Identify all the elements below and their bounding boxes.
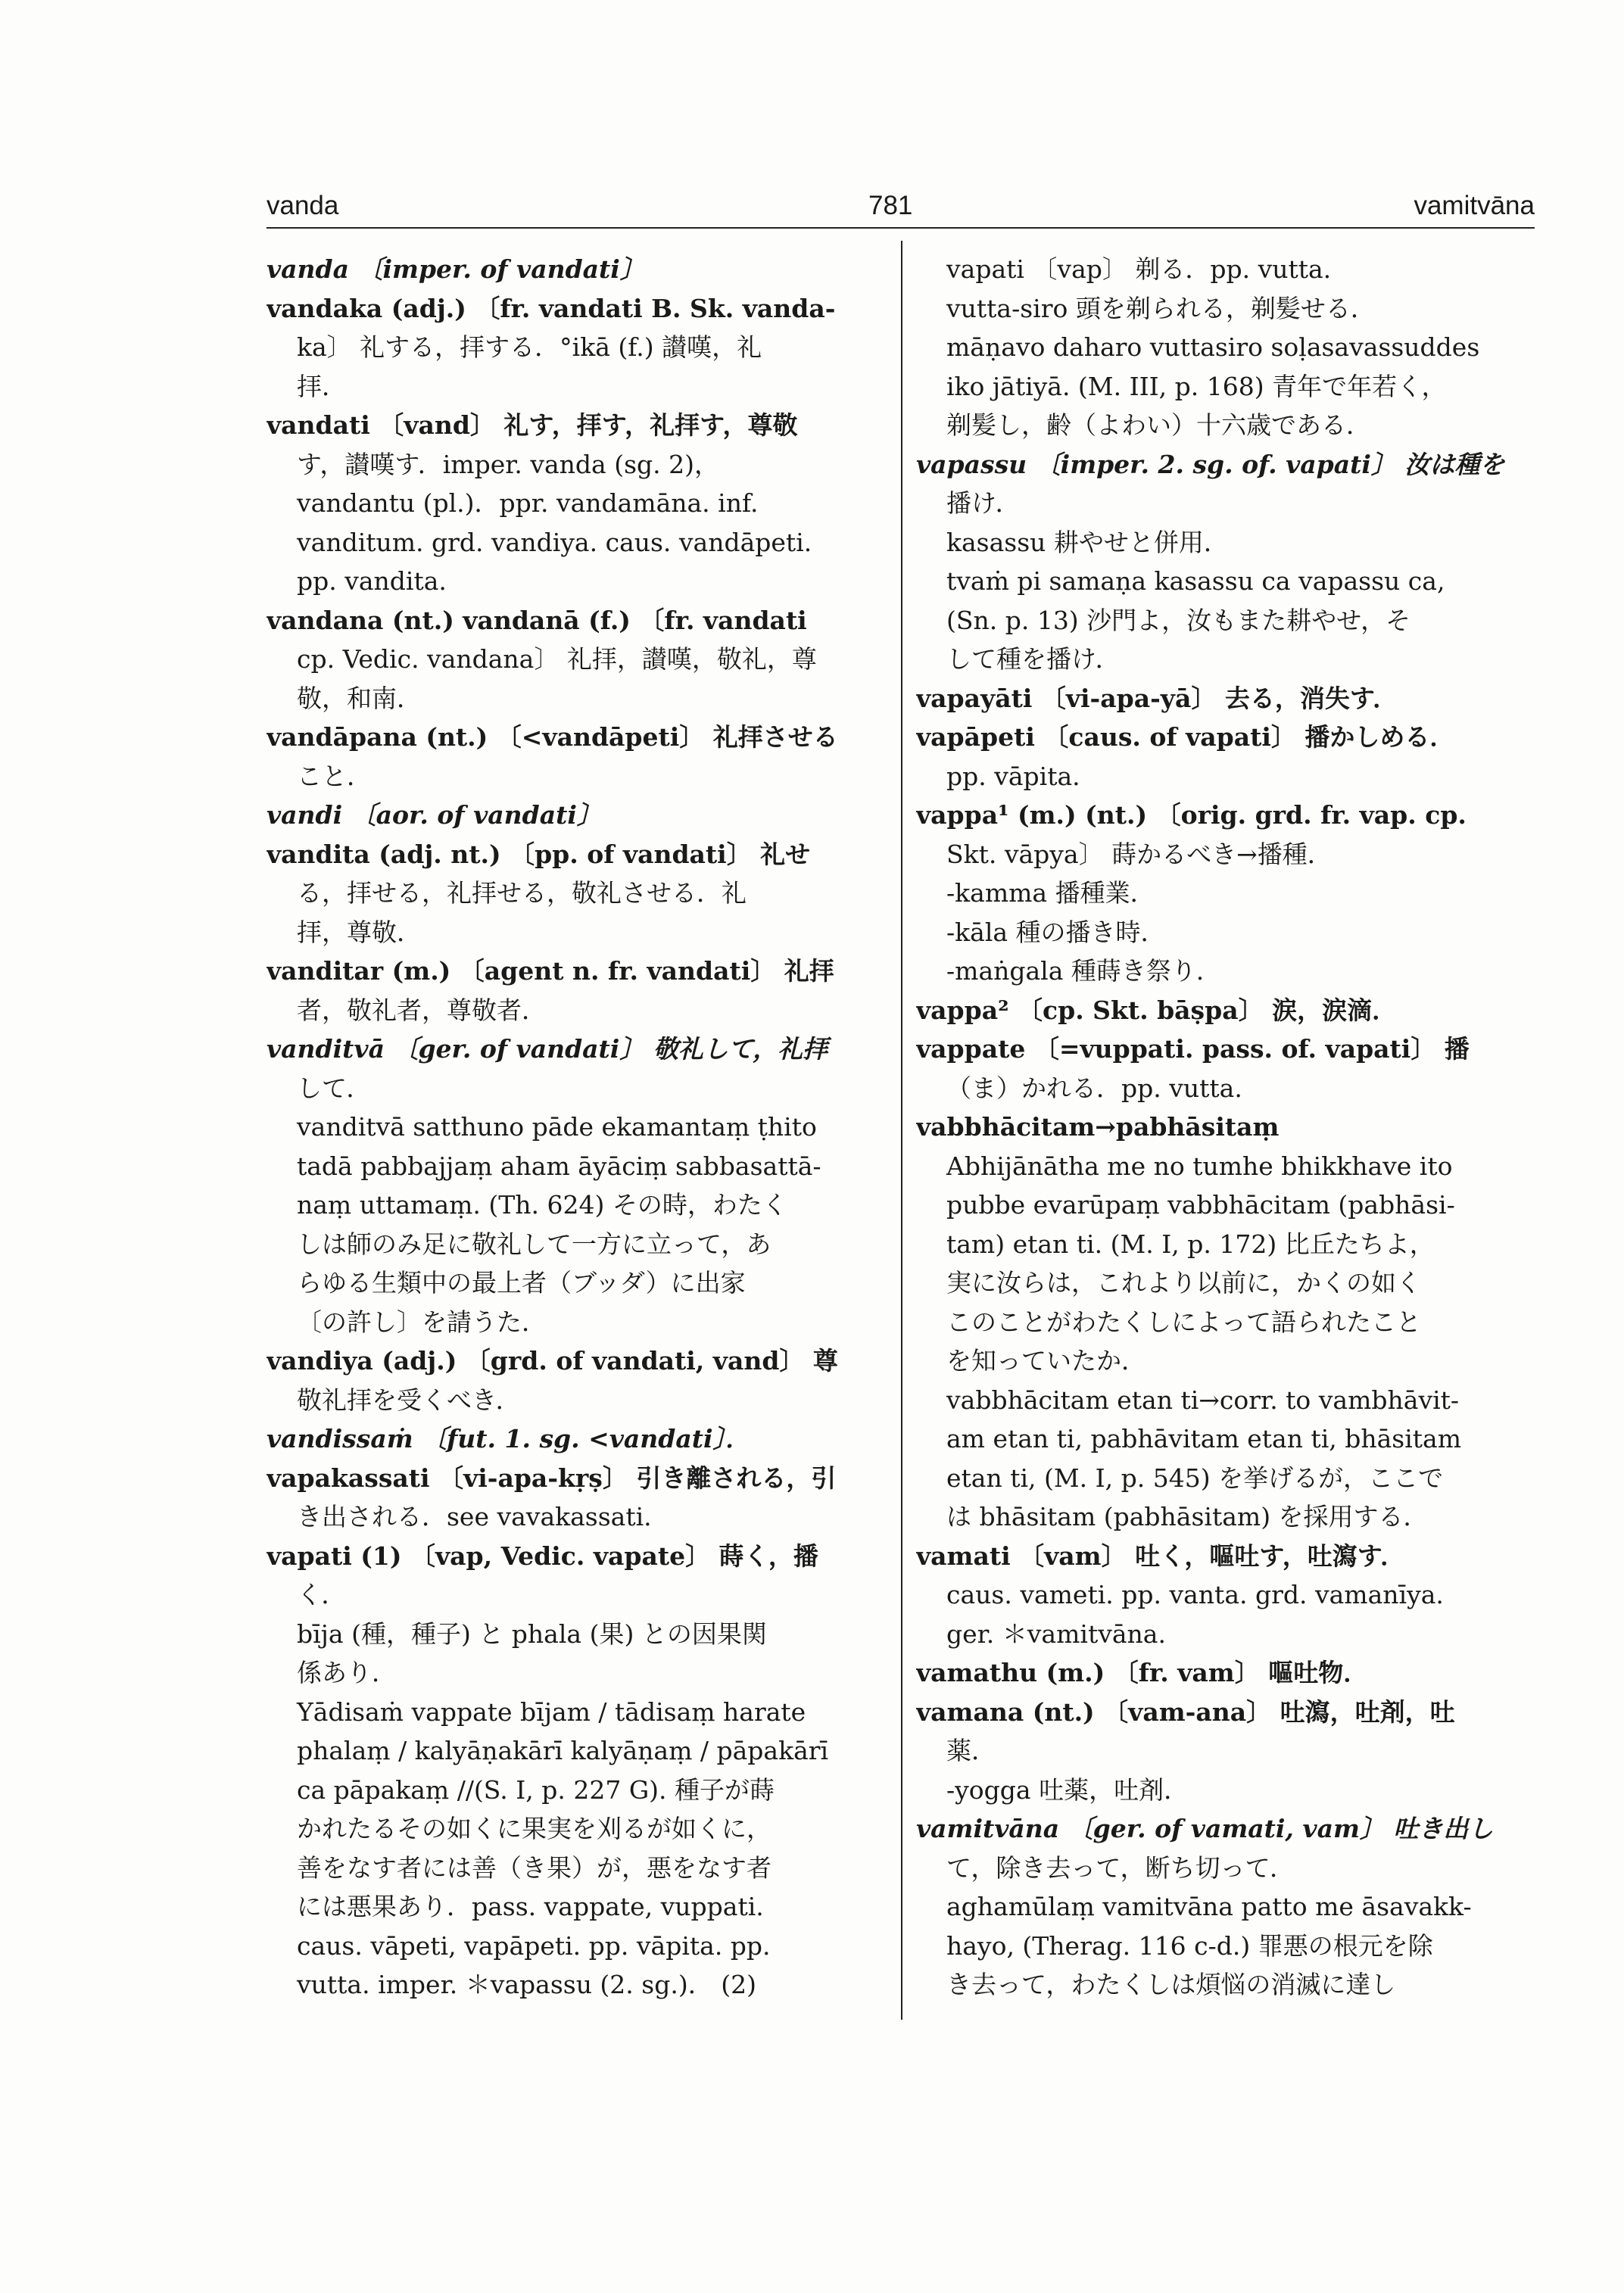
entry-line: vandissaṁ 〔fut. 1. sg. <vandati〕．	[267, 1424, 751, 1453]
entry-line: iko jātiyā. (M. III, p. 168) 青年で年若く，	[946, 371, 1447, 401]
entry-line: etan ti, (M. I, p. 545) を挙げるが，ここで	[946, 1463, 1444, 1493]
right-column	[916, 250, 1535, 2005]
entry-line: 敬礼拝を受くべき．	[297, 1385, 521, 1415]
entry-line: māṇavo daharo vuttasiro soḷasavassuddes	[946, 332, 1480, 362]
entry-line: ka〕 礼する，拝する．°ikā (f.) 讃嘆，礼	[297, 332, 762, 362]
entry-line: vanda 〔imper. of vandati〕	[267, 254, 645, 284]
entry-line: vappa² 〔cp. Skt. bāṣpa〕 涙，涙滴．	[916, 995, 1398, 1025]
entry-line: このことがわたくしによって語られたこと	[946, 1307, 1421, 1337]
entry-line: 敬，和南．	[297, 683, 422, 713]
column-divider	[901, 241, 902, 2020]
entry-line: ger. ＊vamitvāna.	[946, 1618, 1166, 1649]
right-guide-word: vamitvāna	[1414, 191, 1535, 220]
entry-line: して種を播け．	[946, 644, 1121, 674]
entry-line: vutta-siro 頭を剃られる，剃髪せる．	[946, 293, 1376, 323]
entry-line: 者，敬礼者，尊敬者．	[297, 995, 547, 1025]
entry-line: vamitvāna 〔ger. of vamati, vam〕 吐き出し	[916, 1814, 1494, 1843]
entry-line: cp. Vedic. vandana〕 礼拝，讃嘆，敬礼，尊	[297, 644, 817, 674]
entry-line: を知っていたか．	[946, 1346, 1146, 1375]
entry-line: tadā pabbajjaṃ aham āyāciṃ sabbasattā-	[297, 1151, 821, 1181]
entry-line: て，除き去って，断ち切って．	[946, 1852, 1295, 1883]
entry-line: す，讃嘆す．imper. vanda (sg. 2)，	[297, 449, 719, 479]
entry-line: vapāpeti 〔caus. of vapati〕 播かしめる．	[916, 722, 1455, 752]
entry-line: 拝．	[297, 371, 347, 401]
page-header	[267, 188, 1535, 226]
entry-line: -yogga 吐薬，吐剤．	[946, 1774, 1189, 1805]
entry-line: caus. vameti. pp. vanta. grd. vamanīya.	[946, 1580, 1444, 1609]
entry-line: vandana (nt.) vandanā (f.) 〔fr. vandati	[267, 605, 807, 635]
entry-line: vandati 〔vand〕 礼す，拝す，礼拝す，尊敬	[267, 410, 798, 440]
entry-line: -maṅgala 種蒔き祭り．	[946, 956, 1221, 986]
entry-line: 〔の許し〕を請うた．	[297, 1307, 547, 1337]
entry-line: vapassu 〔imper. 2. sg. of. vapati〕 汝は種を	[916, 449, 1505, 479]
entry-line: こと．	[297, 761, 372, 791]
entry-line: vamati 〔vam〕 吐く，嘔吐す，吐瀉す．	[916, 1541, 1406, 1571]
entry-line: らゆる生類中の最上者（ブッダ）に出家	[297, 1268, 746, 1298]
entry-line: pp. vandita.	[297, 566, 447, 596]
entry-line: く．	[297, 1580, 347, 1609]
entry-line: kasassu 耕やせと併用．	[946, 527, 1229, 557]
entry-line: しは師のみ足に敬礼して一方に立って，あ	[297, 1229, 771, 1259]
entry-line: vamathu (m.) 〔fr. vam〕 嘔吐物．	[916, 1658, 1369, 1687]
entry-line: vandaka (adj.) 〔fr. vandati B. Sk. vanda-	[267, 293, 836, 323]
left-guide-word: vanda	[267, 191, 339, 220]
entry-line: -kāla 種の播き時．	[946, 917, 1166, 947]
entry-line: 善をなす者には善（き果）が，悪をなす者	[297, 1852, 771, 1883]
entry-line: vanditvā 〔ger. of vandati〕 敬礼して，礼拝	[267, 1034, 828, 1064]
entry-line: am etan ti, pabhāvitam etan ti, bhāsitam	[946, 1424, 1461, 1453]
entry-line: き去って，わたくしは煩悩の消滅に達し	[946, 1970, 1396, 1999]
entry-line: tam) etan ti. (M. I, p. 172) 比丘たちよ，	[946, 1229, 1435, 1259]
entry-line: ca pāpakaṃ //(S. I, p. 227 G). 種子が蒔	[297, 1774, 775, 1805]
entry-line: vappate 〔=vuppati. pass. of. vapati〕 播	[916, 1034, 1470, 1064]
entry-line: phalaṃ / kalyāṇakārī kalyāṇaṃ / pāpakārī	[297, 1736, 829, 1765]
entry-line: vandita (adj. nt.) 〔pp. of vandati〕 礼せ	[267, 839, 811, 869]
entry-line: vanditum. grd. vandiya. caus. vandāpeti.	[297, 527, 812, 557]
entry-line: caus. vāpeti, vapāpeti. pp. vāpita. pp.	[297, 1930, 771, 1961]
entry-line: 薬．	[946, 1736, 996, 1765]
entry-line: る，拝せる，礼拝せる，敬礼させる．礼	[297, 878, 747, 908]
entry-line: vapakassati 〔vi-apa-kṛṣ〕 引き離される，引	[267, 1463, 837, 1493]
entry-line: して．	[297, 1073, 372, 1103]
entry-line: Yādisaṁ vappate bījam / tādisaṃ harate	[297, 1696, 806, 1727]
entry-line: vandi 〔aor. of vandati〕	[267, 800, 602, 830]
entry-line: -kamma 播種業．	[946, 878, 1155, 908]
entry-line: vapati 〔vap〕 剃る．pp. vutta.	[946, 254, 1332, 284]
entry-line: vanditvā satthuno pāde ekamantaṃ ṭhito	[297, 1112, 817, 1142]
entry-line: aghamūlaṃ vamitvāna patto me āsavakk-	[946, 1892, 1472, 1921]
entry-line: bīja (種，種子) と phala (果) との因果関	[297, 1618, 767, 1649]
entry-line: は bhāsitam (pabhāsitam) を採用する．	[946, 1502, 1429, 1531]
entry-line: 剃髪し，齢（よわい）十六歳である．	[946, 410, 1371, 440]
entry-line: (Sn. p. 13) 沙門よ，汝もまた耕やせ，そ	[946, 605, 1411, 635]
entry-line: き出される．see vavakassati.	[297, 1502, 652, 1531]
entry-line: pp. vāpita.	[946, 761, 1080, 791]
entry-line: vandantu (pl.)．ppr. vandamāna. inf.	[297, 488, 759, 518]
entry-line: vamana (nt.) 〔vam-ana〕 吐瀉，吐剤，吐	[916, 1696, 1455, 1727]
entry-line: vandāpana (nt.) 〔<vandāpeti〕 礼拝させる	[267, 722, 838, 752]
entry-line: かれたるその如くに果実を刈るが如くに，	[297, 1814, 771, 1843]
page-number: 781	[868, 191, 913, 220]
entry-line: vanditar (m.) 〔agent n. fr. vandati〕 礼拝	[267, 956, 834, 986]
entry-line: vabbhācitam→pabhāsitaṃ	[916, 1112, 1280, 1142]
entry-line: vapayāti 〔vi-apa-yā〕 去る，消失す．	[916, 683, 1398, 713]
entry-line: Abhijānātha me no tumhe bhikkhave ito	[946, 1151, 1453, 1181]
entry-line: tvaṁ pi samaṇa kasassu ca vapassu ca,	[946, 566, 1445, 596]
entry-line: vandiya (adj.) 〔grd. of vandati, vand〕 尊	[267, 1346, 838, 1375]
entry-line: には悪果あり．pass. vappate, vuppati.	[297, 1892, 764, 1921]
entry-line: pubbe evarūpaṃ vabbhācitam (pabhāsi-	[946, 1190, 1455, 1220]
entry-line: 実に汝らは，これより以前に，かくの如く	[946, 1268, 1421, 1298]
entry-line: 播け．	[946, 488, 1021, 518]
left-column	[267, 250, 867, 2005]
entry-line: 係あり．	[297, 1658, 397, 1687]
entry-line: vapati (1) 〔vap, Vedic. vapate〕 蒔く，播	[267, 1541, 818, 1571]
entry-line: 拝，尊敬．	[297, 917, 422, 947]
entry-line: vappa¹ (m.) (nt.) 〔orig. grd. fr. vap. cp.	[916, 800, 1467, 830]
entry-line: hayo, (Therag. 116 c-d.) 罪悪の根元を除	[946, 1930, 1433, 1961]
entry-line: vutta. imper. ＊vapassu (2. sg.)． (2)	[297, 1970, 756, 1999]
entry-line: Skt. vāpya〕 蒔かるべき→播種．	[946, 839, 1333, 869]
entry-line: vabbhācitam etan ti→corr. to vambhāvit-	[946, 1385, 1460, 1415]
header-rule	[267, 227, 1535, 229]
entry-line: naṃ uttamaṃ. (Th. 624) その時，わたく	[297, 1190, 787, 1220]
entry-line: （ま）かれる．pp. vutta.	[946, 1073, 1242, 1103]
